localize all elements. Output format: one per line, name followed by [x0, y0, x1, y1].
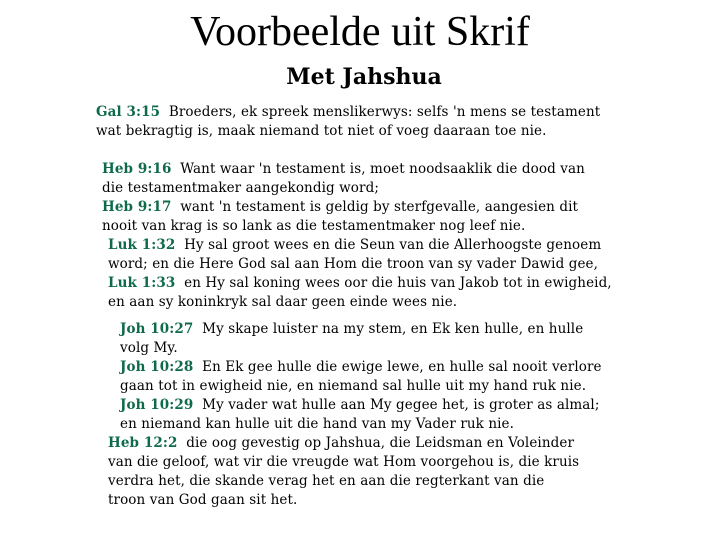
- verse-line: [108, 255, 678, 274]
- scripture-block-galatians: [96, 103, 656, 141]
- verse-text: Broeders, ek spreek menslikerwys: selfs 'n mens se testament: [160, 104, 601, 120]
- verse-text: en Hy sal koning wees oor die huis van Jakob tot in ewigheid,: [175, 275, 612, 291]
- scripture-block-hebrews-9: [102, 160, 662, 236]
- verse-text: Hy sal groot wees en die Seun van die Allerhoogste genoem: [175, 237, 602, 253]
- verse-reference: Joh 10:27: [120, 321, 194, 337]
- verse-text: En Ek gee hulle die ewige lewe, en hulle sal nooit verlore: [193, 359, 602, 375]
- verse-text: My vader wat hulle aan My gegee het, is groter as almal;: [193, 397, 600, 413]
- verse-text: want 'n testament is geldig by sterfgevalle, aangesien dit: [171, 199, 579, 215]
- verse-line: [102, 160, 662, 179]
- scripture-block-john-10: [120, 320, 680, 434]
- verse-text: gaan tot in ewigheid nie, en niemand sal hulle uit my hand ruk nie.: [120, 378, 587, 394]
- verse-line: [108, 491, 678, 510]
- scripture-block-hebrews-12: [108, 434, 678, 510]
- verse-text: die testamentmaker aangekondig word;: [102, 180, 379, 196]
- verse-text: en aan sy koninkryk sal daar geen einde wees nie.: [108, 294, 458, 310]
- verse-text: van die geloof, wat vir die vreugde wat Hom voorgehou is, die kruis: [108, 454, 580, 470]
- verse-line: [108, 453, 678, 472]
- verse-reference: Joh 10:29: [120, 397, 194, 413]
- verse-text: nooit van krag is so lank as die testamentmaker nog leef nie.: [102, 218, 526, 234]
- slide-subtitle: Met Jahshua: [286, 64, 442, 90]
- verse-text: wat bekragtig is, maak niemand tot niet of voeg daaraan toe nie.: [96, 123, 547, 139]
- verse-text: My skape luister na my stem, en Ek ken hulle, en hulle: [193, 321, 584, 337]
- verse-reference: Heb 9:16: [102, 161, 172, 177]
- verse-text: troon van God gaan sit het.: [108, 492, 298, 508]
- verse-line: [120, 396, 680, 415]
- verse-line: [120, 320, 680, 339]
- verse-reference: Heb 12:2: [108, 435, 178, 451]
- verse-line: [96, 122, 656, 141]
- verse-line: [120, 358, 680, 377]
- verse-text: Want waar 'n testament is, moet noodsaaklik die dood van: [171, 161, 585, 177]
- slide-title: Voorbeelde uit Skrif: [190, 9, 530, 55]
- verse-text: en niemand kan hulle uit die hand van my Vader ruk nie.: [120, 416, 515, 432]
- verse-reference: Luk 1:32: [108, 237, 176, 253]
- verse-text: die oog gevestig op Jahshua, die Leidsman en Voleinder: [177, 435, 575, 451]
- verse-reference: Gal 3:15: [96, 104, 161, 120]
- verse-line: [96, 103, 656, 122]
- verse-line: [108, 236, 678, 255]
- verse-reference: Joh 10:28: [120, 359, 194, 375]
- verse-line: [108, 274, 678, 293]
- verse-line: [108, 293, 678, 312]
- verse-text: word; en die Here God sal aan Hom die troon van sy vader Dawid gee,: [108, 256, 599, 272]
- verse-line: [102, 179, 662, 198]
- verse-line: [108, 472, 678, 491]
- verse-text: verdra het, die skande verag het en aan die regterkant van die: [108, 473, 545, 489]
- verse-line: [102, 198, 662, 217]
- verse-text: volg My.: [120, 340, 178, 356]
- verse-line: [108, 434, 678, 453]
- verse-line: [120, 415, 680, 434]
- verse-line: [102, 217, 662, 236]
- verse-reference: Luk 1:33: [108, 275, 176, 291]
- verse-line: [120, 377, 680, 396]
- verse-line: [120, 339, 680, 358]
- scripture-block-luke-1: [108, 236, 678, 312]
- verse-reference: Heb 9:17: [102, 199, 172, 215]
